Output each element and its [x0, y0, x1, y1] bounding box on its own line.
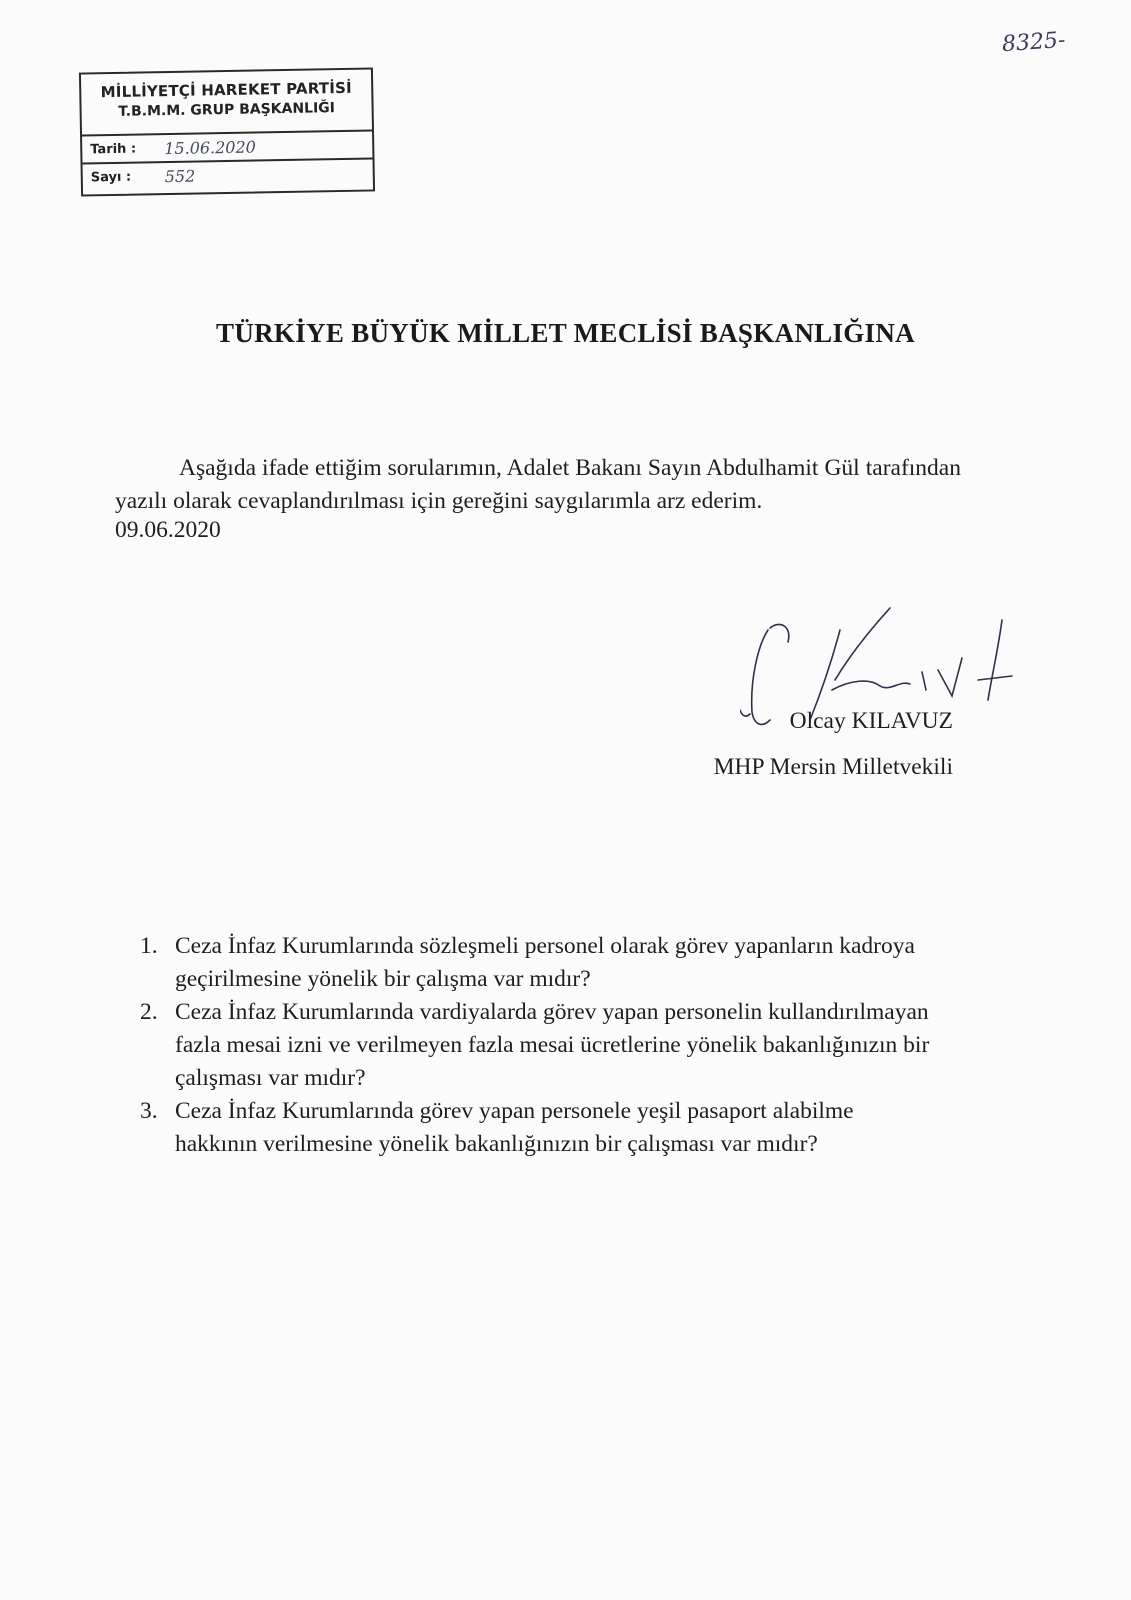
- question-text: Ceza İnfaz Kurumlarında vardiyalarda görev yapan personelin kullandırılmayan fazla mesai izni ve verilmeyen fazla mesai ücretlerine yönelik bakanlığınızın bir çalışması var mıdır?: [175, 999, 930, 1091]
- question-text: Ceza İnfaz Kurumlarında görev yapan personele yeşil pasaport alabilme hakkının verilmesine yönelik bakanlığınızın bir çalışması var mıdır?: [175, 1098, 854, 1157]
- question-number: 2.: [140, 999, 158, 1025]
- stamp-number-value: 552: [164, 166, 196, 187]
- signer-title: MHP Mersin Milletvekili: [713, 754, 953, 780]
- party-stamp: [79, 67, 375, 196]
- body-text: Aşağıda ifade ettiğim sorularımın, Adalet Bakanı Sayın Abdulhamit Gül tarafından yazılı olarak cevaplandırılması için gereğini saygılarımla arz ederim.: [115, 455, 961, 514]
- question-list: [140, 930, 940, 1161]
- signer-name: Olcay KILAVUZ: [789, 708, 953, 734]
- question-text: Ceza İnfaz Kurumlarında sözleşmeli personel olarak görev yapanların kadroya geçirilmesine yönelik bir çalışma var mıdır?: [175, 933, 915, 992]
- body-paragraph: [115, 452, 961, 518]
- stamp-number-label: Sayı :: [90, 169, 132, 186]
- stamp-number-row: [83, 159, 373, 192]
- list-item: [140, 930, 940, 996]
- question-number: 3.: [140, 1098, 158, 1124]
- stamp-party-name: MİLLİYETÇİ HAREKET PARTİSİ: [100, 78, 352, 102]
- list-item: [140, 1095, 940, 1161]
- stamp-date-label: Tarih :: [90, 141, 137, 158]
- stamp-office-name: T.B.M.M. GRUP BAŞKANLIĞI: [118, 100, 336, 120]
- stamp-header: [81, 69, 372, 136]
- handwritten-reference-number: 8325-: [1001, 27, 1067, 58]
- list-item: [140, 996, 940, 1095]
- document-date: 09.06.2020: [115, 517, 221, 543]
- document-title: TÜRKİYE BÜYÜK MİLLET MECLİSİ BAŞKANLIĞINA: [216, 318, 915, 348]
- question-number: 1.: [140, 933, 158, 959]
- stamp-date-value: 15.06.2020: [164, 137, 257, 159]
